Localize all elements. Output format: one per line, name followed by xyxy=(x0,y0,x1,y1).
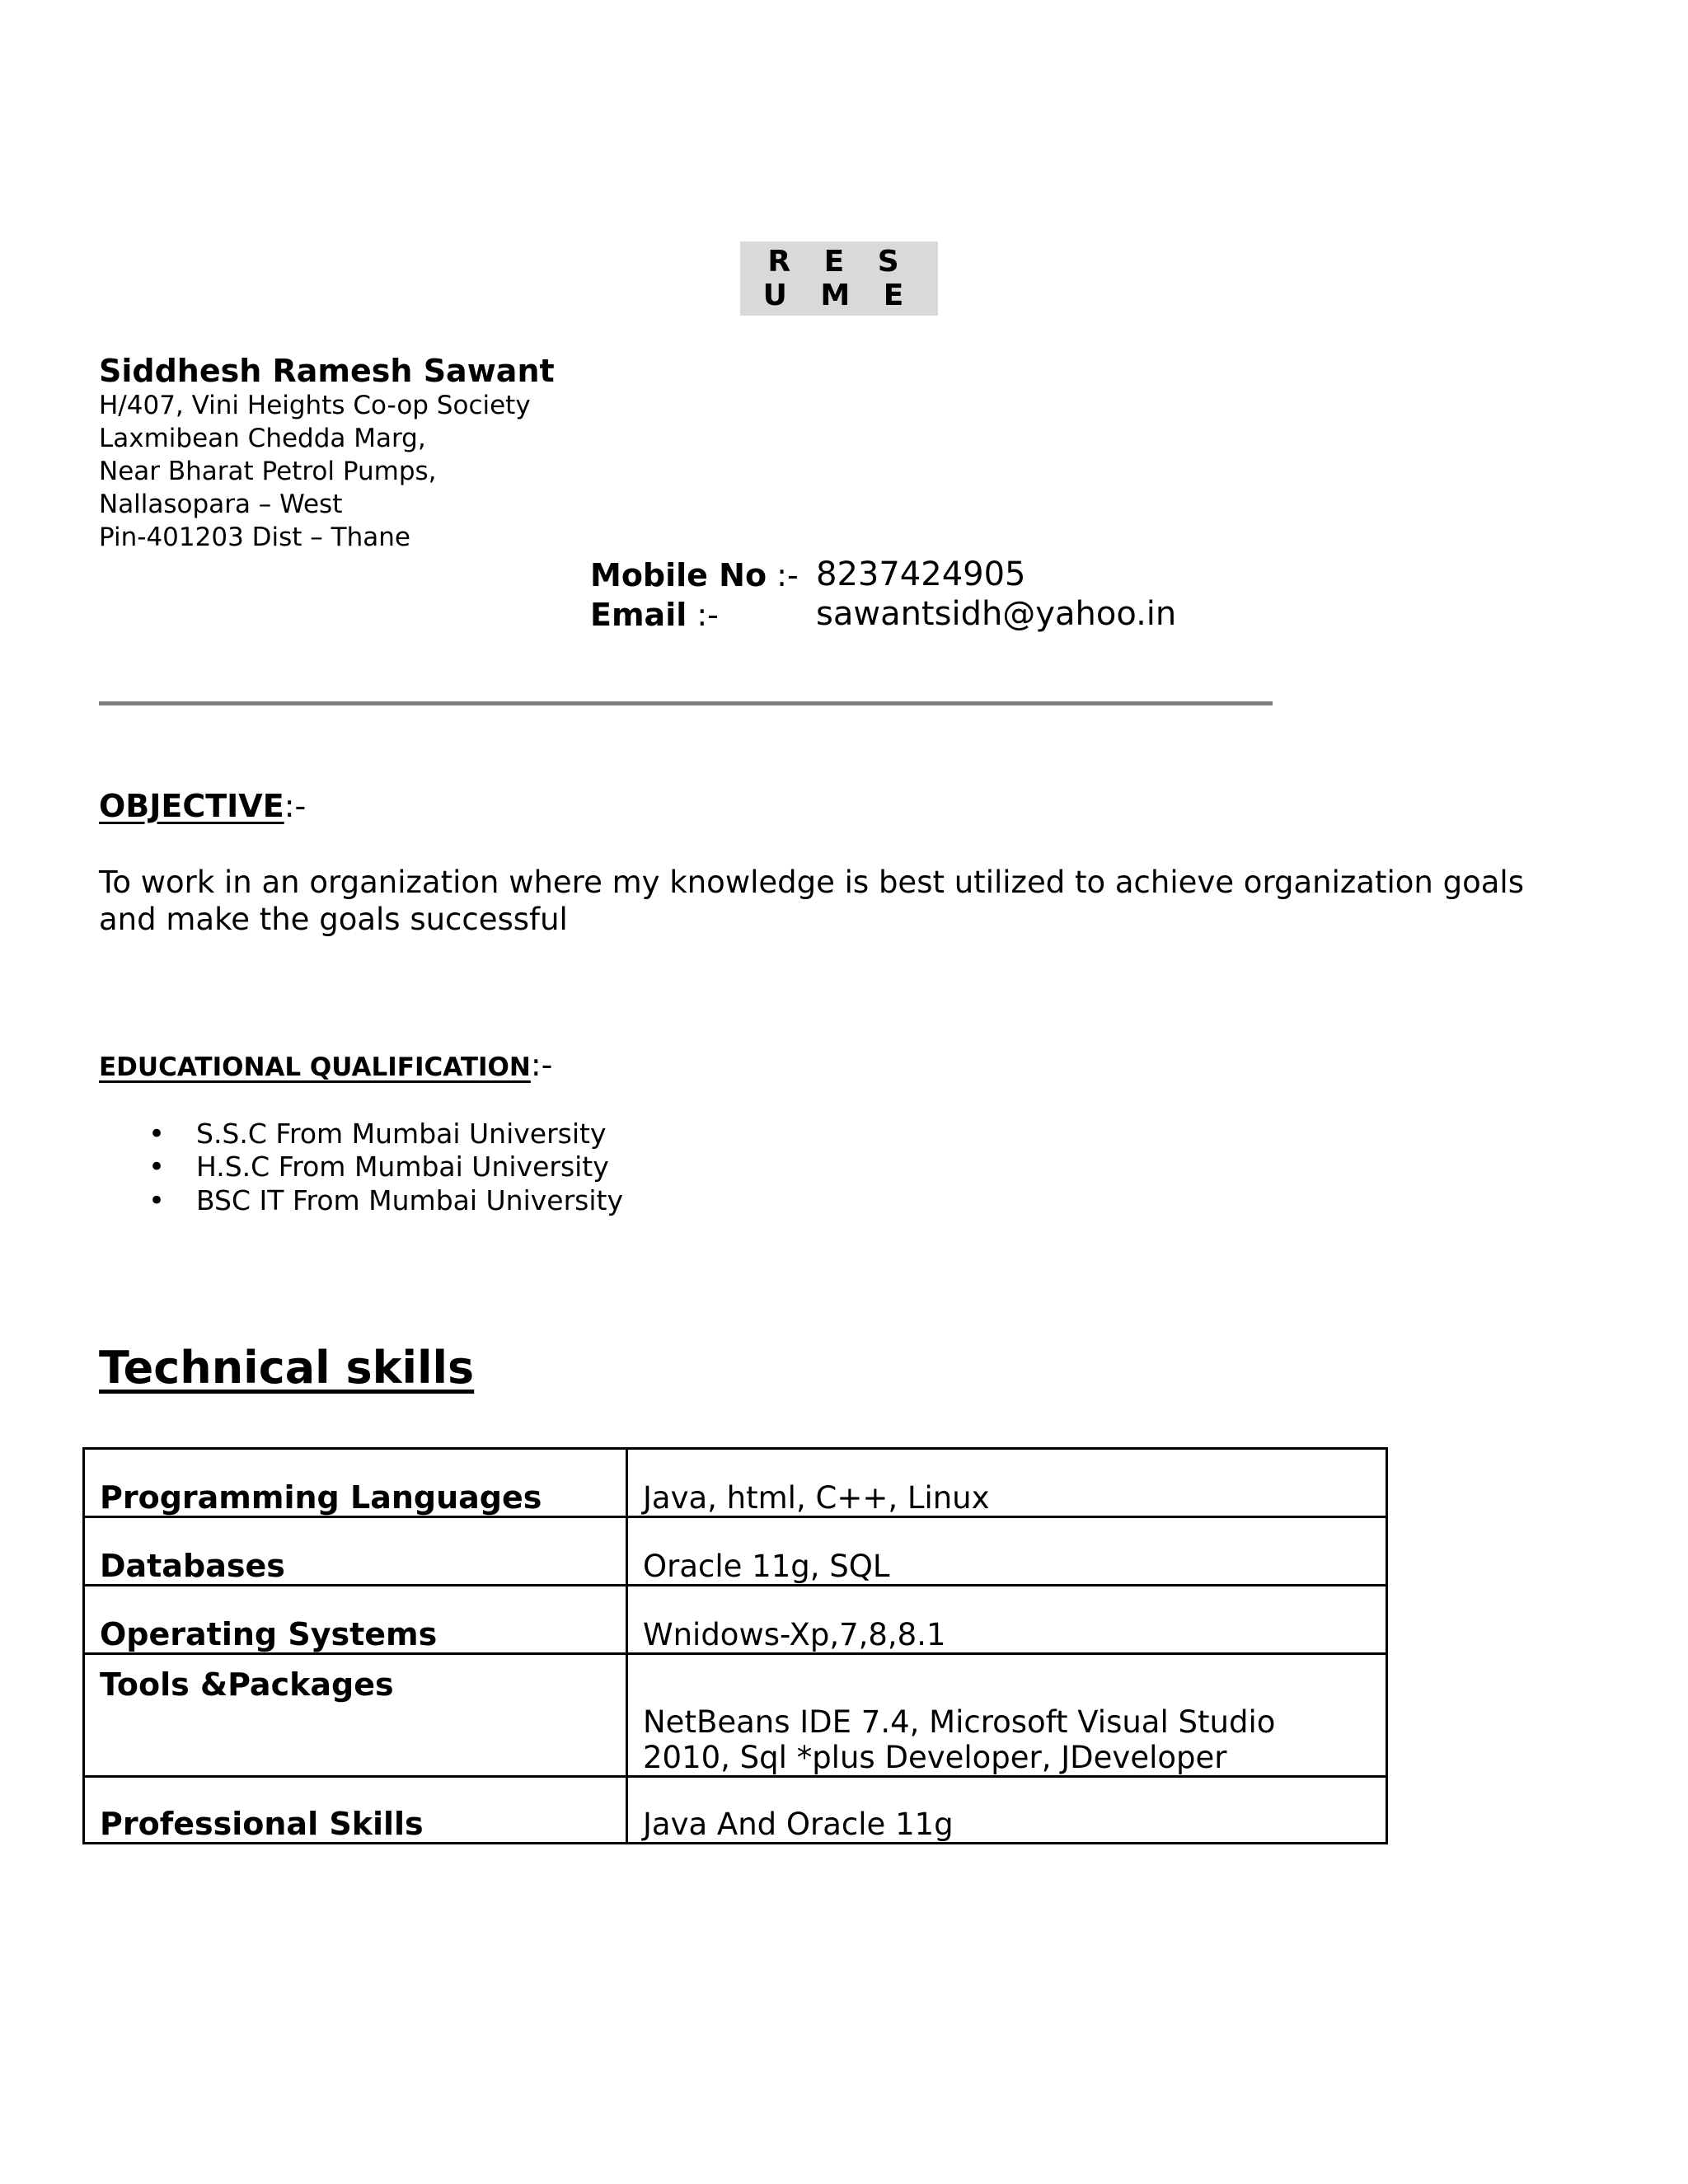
objective-text: To work in an organization where my knowledge is best utilized to achieve organization goals and make the goals successful xyxy=(99,865,1524,937)
skills-table xyxy=(82,1447,1388,1844)
table-row xyxy=(84,1654,1387,1777)
email-address: sawantsidh@yahoo.in xyxy=(816,595,1177,633)
bullet-icon: • xyxy=(148,1118,166,1151)
email-label xyxy=(590,597,719,633)
skill-category: Operating Systems xyxy=(84,1586,627,1654)
education-item: S.S.C From Mumbai University xyxy=(196,1118,607,1150)
bullet-icon: • xyxy=(148,1184,166,1217)
address-line: Laxmibean Chedda Marg, xyxy=(99,424,426,453)
mobile-number: 8237424905 xyxy=(816,555,1026,593)
address-line: Nallasopara – West xyxy=(99,490,343,519)
education-item: BSC IT From Mumbai University xyxy=(196,1184,623,1216)
table-row xyxy=(84,1449,1387,1517)
skill-value: Wnidows-Xp,7,8,8.1 xyxy=(627,1586,1387,1654)
email-label-text: Email xyxy=(590,597,687,633)
skill-value: Oracle 11g, SQL xyxy=(627,1517,1387,1586)
table-row xyxy=(84,1586,1387,1654)
table-row xyxy=(84,1777,1387,1844)
mobile-separator: :- xyxy=(767,557,799,593)
education-heading xyxy=(99,1047,552,1083)
education-item: H.S.C From Mumbai University xyxy=(196,1151,609,1183)
mobile-label xyxy=(590,557,799,593)
education-colon: :- xyxy=(530,1047,553,1083)
email-separator: :- xyxy=(687,597,719,633)
skill-category: Databases xyxy=(84,1517,627,1586)
objective-heading-text: OBJECTIVE xyxy=(99,788,284,824)
mobile-label-text: Mobile No xyxy=(590,557,767,593)
skill-category: Programming Languages xyxy=(84,1449,627,1517)
skill-value: Java, html, C++, Linux xyxy=(627,1449,1387,1517)
bullet-icon: • xyxy=(148,1151,166,1183)
table-row xyxy=(84,1517,1387,1586)
address-line: Pin-401203 Dist – Thane xyxy=(99,523,410,552)
skill-value: Java And Oracle 11g xyxy=(627,1777,1387,1844)
skill-category: Professional Skills xyxy=(84,1777,627,1844)
objective-heading xyxy=(99,788,306,824)
skill-value: NetBeans IDE 7.4, Microsoft Visual Studio 2010, Sql *plus Developer, JDeveloper xyxy=(627,1654,1387,1777)
objective-colon: :- xyxy=(284,788,307,824)
address-line: Near Bharat Petrol Pumps, xyxy=(99,457,437,486)
resume-title: R E S U M E xyxy=(740,241,938,316)
education-heading-text: EDUCATIONAL QUALIFICATION xyxy=(99,1052,531,1082)
candidate-name: Siddhesh Ramesh Sawant xyxy=(99,353,555,389)
skill-category: Tools &Packages xyxy=(84,1654,627,1777)
horizontal-divider xyxy=(99,701,1273,705)
technical-skills-heading: Technical skills xyxy=(99,1342,475,1394)
address-line: H/407, Vini Heights Co-op Society xyxy=(99,391,531,420)
